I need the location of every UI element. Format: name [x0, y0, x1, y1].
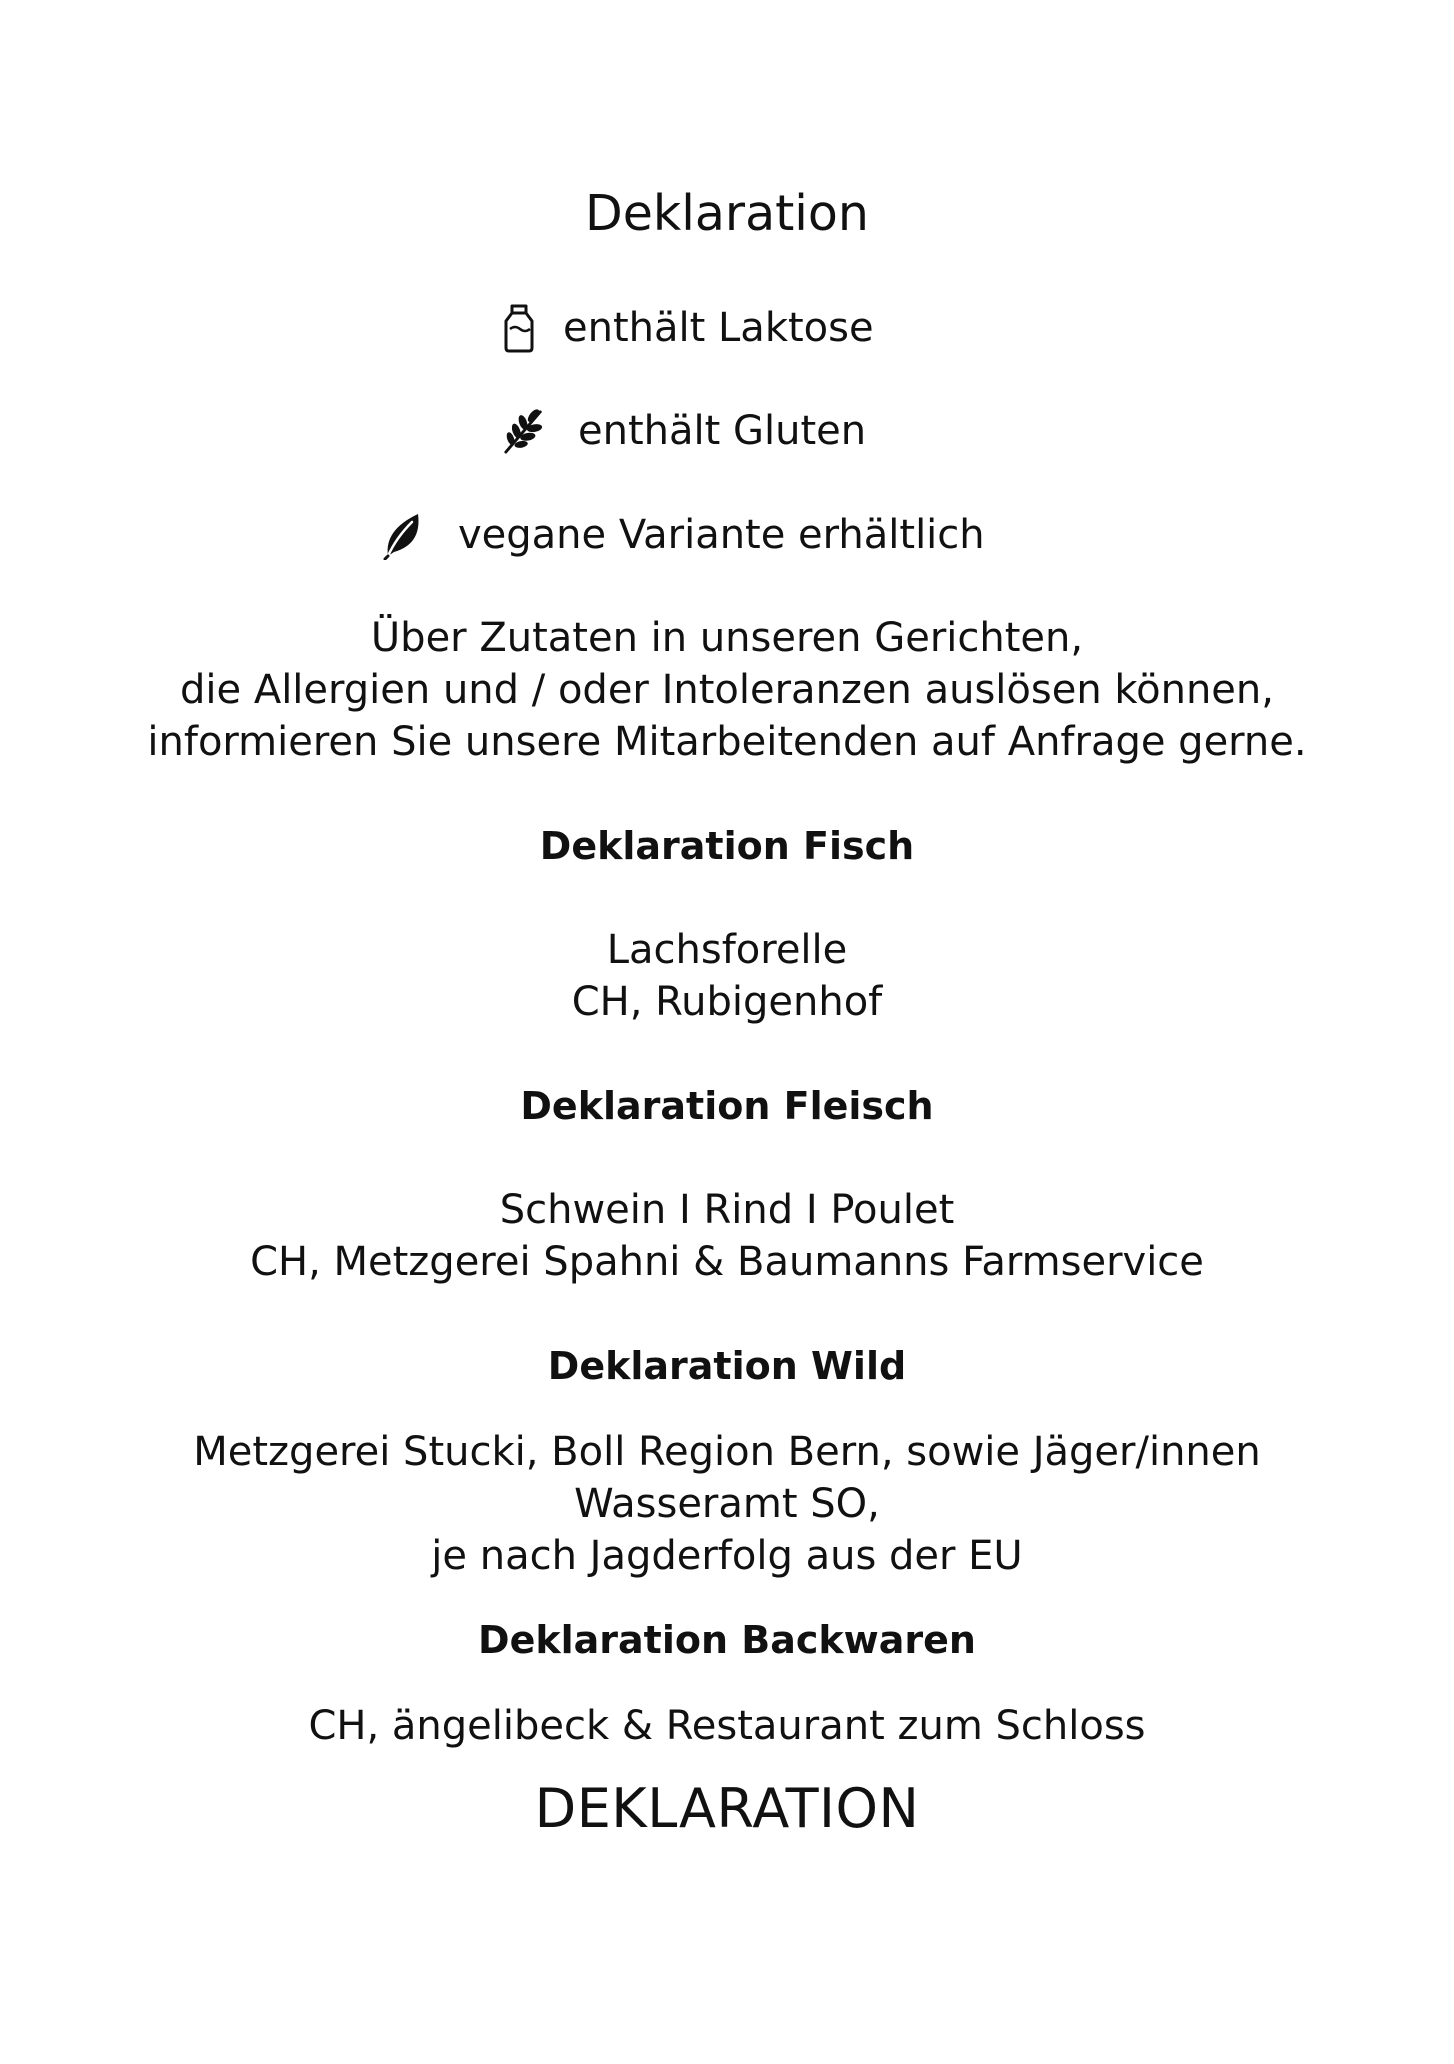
- legend-item-vegan: [0, 507, 1454, 563]
- meat-line: Schwein I Rind I Poulet: [499, 1187, 955, 1233]
- bakery-heading: Deklaration Backwaren: [478, 1618, 976, 1662]
- legend-item-gluten: [0, 403, 1454, 459]
- game-line: Metzgerei Stucki, Boll Region Bern, sowie Jäger/innen: [193, 1429, 1261, 1475]
- legend-item-lactose: [0, 300, 1454, 356]
- wheat-icon: [502, 405, 546, 457]
- meat-line: CH, Metzgerei Spahni & Baumanns Farmservice: [250, 1239, 1204, 1285]
- legend-label: enthält Laktose: [563, 305, 874, 351]
- leaf-icon: [380, 509, 424, 561]
- fish-line: Lachsforelle: [606, 927, 848, 973]
- allergy-note-line: Über Zutaten in unseren Gerichten,: [370, 615, 1084, 661]
- allergy-note-line: informieren Sie unsere Mitarbeitenden auf Anfrage gerne.: [147, 719, 1307, 765]
- game-line: je nach Jagderfolg aus der EU: [431, 1533, 1023, 1579]
- legend-label: vegane Variante erhältlich: [458, 512, 985, 558]
- legend-label: enthält Gluten: [578, 408, 867, 454]
- fish-line: CH, Rubigenhof: [571, 979, 883, 1025]
- footer-title: DEKLARATION: [534, 1777, 920, 1840]
- page-title: Deklaration: [585, 185, 869, 242]
- fish-heading: Deklaration Fisch: [539, 824, 915, 868]
- meat-heading: Deklaration Fleisch: [520, 1084, 934, 1128]
- game-heading: Deklaration Wild: [547, 1344, 907, 1388]
- game-line: Wasseramt SO,: [574, 1481, 880, 1527]
- milk-bottle-icon: [497, 302, 541, 354]
- bakery-line: CH, ängelibeck & Restaurant zum Schloss: [308, 1703, 1146, 1749]
- allergy-note-line: die Allergien und / oder Intoleranzen auslösen können,: [180, 667, 1274, 713]
